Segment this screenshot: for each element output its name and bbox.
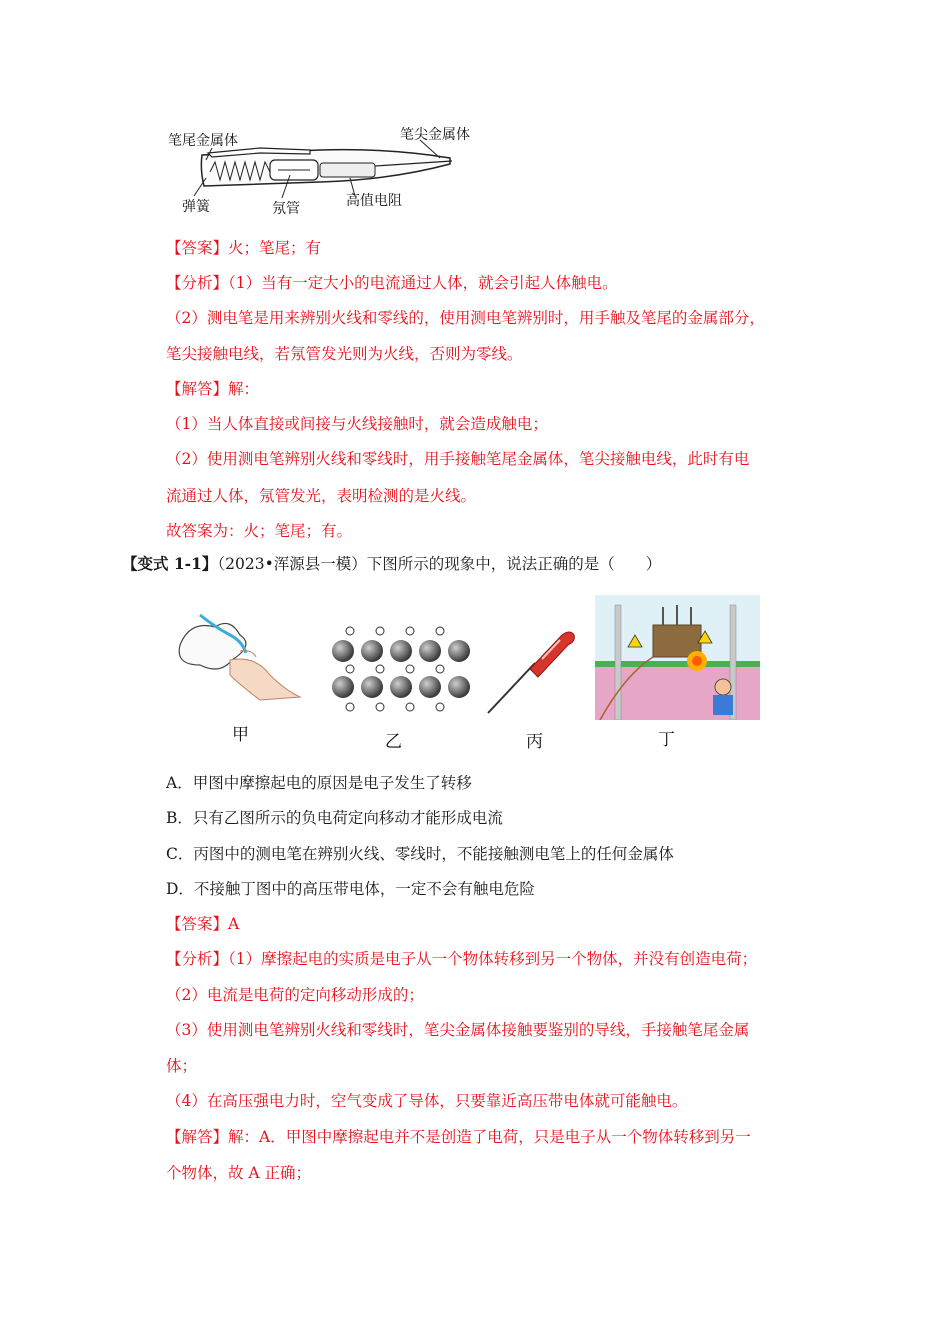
q1-solution-2b: 流通过人体，氖管发光，表明检测的是火线。 — [166, 487, 477, 505]
option-b: B．只有乙图所示的负电荷定向移动才能形成电流 — [166, 809, 503, 827]
variant-stem: （2023•浑源县一模）下图所示的现象中，说法正确的是（ ） — [217, 555, 662, 573]
answer-text: 火；笔尾；有 — [228, 239, 322, 257]
q1-solution-header — [166, 378, 259, 400]
answer-tag: 【答案】 — [166, 915, 229, 933]
label-tail-metal: 笔尾金属体 — [168, 133, 238, 149]
variant-figures — [160, 595, 760, 755]
variant-question-stem — [122, 553, 661, 575]
analysis-text: （1）当有一定大小的电流通过人体，就会引起人体触电。 — [228, 274, 618, 292]
option-c: C．丙图中的测电笔在辨别火线、零线时，不能接触测电笔上的任何金属体 — [166, 845, 674, 863]
caption-jia: 甲 — [232, 725, 249, 745]
caption-bing: 丙 — [526, 732, 543, 752]
answer-text: A — [228, 915, 240, 933]
solution-intro: 解： — [228, 380, 260, 398]
label-tip-metal: 笔尖金属体 — [400, 127, 470, 143]
analysis-tag: 【分析】 — [166, 950, 229, 968]
variant-answer — [166, 913, 239, 935]
figure-ding-high-voltage — [595, 595, 760, 720]
caption-ding: 丁 — [658, 730, 675, 750]
variant-analysis-1 — [166, 948, 757, 970]
figure-bing-test-pen — [480, 625, 580, 720]
figure-jia-friction — [160, 605, 310, 705]
q1-solution-1: （1）当人体直接或间接与火线接触时，就会造成触电； — [166, 415, 548, 433]
variant-analysis-2: （2）电流是电荷的定向移动形成的； — [166, 986, 424, 1004]
q1-final-answer: 故答案为：火；笔尾；有。 — [166, 522, 353, 540]
test-pen-figure — [160, 120, 490, 220]
label-high-resistor: 高值电阻 — [346, 193, 402, 209]
q1-analysis-1 — [166, 272, 618, 294]
variant-analysis-3a: （3）使用测电笔辨别火线和零线时，笔尖金属体接触要鉴别的导线，手接触笔尾金属 — [166, 1021, 750, 1039]
label-spring: 弹簧 — [182, 199, 210, 215]
solution-tag: 【解答】 — [166, 380, 229, 398]
label-neon-tube: 氖管 — [272, 201, 300, 217]
q1-answer — [166, 237, 321, 259]
analysis-text: （1）摩擦起电的实质是电子从一个物体转移到另一个物体，并没有创造电荷； — [228, 950, 758, 968]
q1-analysis-2a: （2）测电笔是用来辨别火线和零线的，使用测电笔辨别时，用手触及笔尾的金属部分， — [166, 309, 765, 327]
variant-tag: 【变式 1-1】 — [122, 554, 218, 573]
answer-tag: 【答案】 — [166, 239, 229, 257]
option-d: D．不接触丁图中的高压带电体，一定不会有触电危险 — [166, 880, 535, 898]
q1-analysis-2b: 笔尖接触电线，若氖管发光则为火线，否则为零线。 — [166, 345, 523, 363]
solution-text: 解：A．甲图中摩擦起电并不是创造了电荷，只是电子从一个物体转移到另一 — [228, 1128, 751, 1146]
caption-yi: 乙 — [385, 732, 402, 752]
variant-solution-b: 个物体，故 A 正确； — [166, 1164, 312, 1182]
q1-solution-2a: （2）使用测电笔辨别火线和零线时，用手接触笔尾金属体，笔尖接触电线，此时有电 — [166, 450, 750, 468]
analysis-tag: 【分析】 — [166, 274, 229, 292]
variant-solution-a — [166, 1126, 751, 1148]
figure-yi-charges — [328, 623, 478, 713]
variant-analysis-4: （4）在高压强电力时，空气变成了导体，只要靠近高压带电体就可能触电。 — [166, 1092, 688, 1110]
option-a: A．甲图中摩擦起电的原因是电子发生了转移 — [166, 774, 472, 792]
variant-analysis-3b: 体； — [166, 1057, 198, 1075]
solution-tag: 【解答】 — [166, 1128, 229, 1146]
